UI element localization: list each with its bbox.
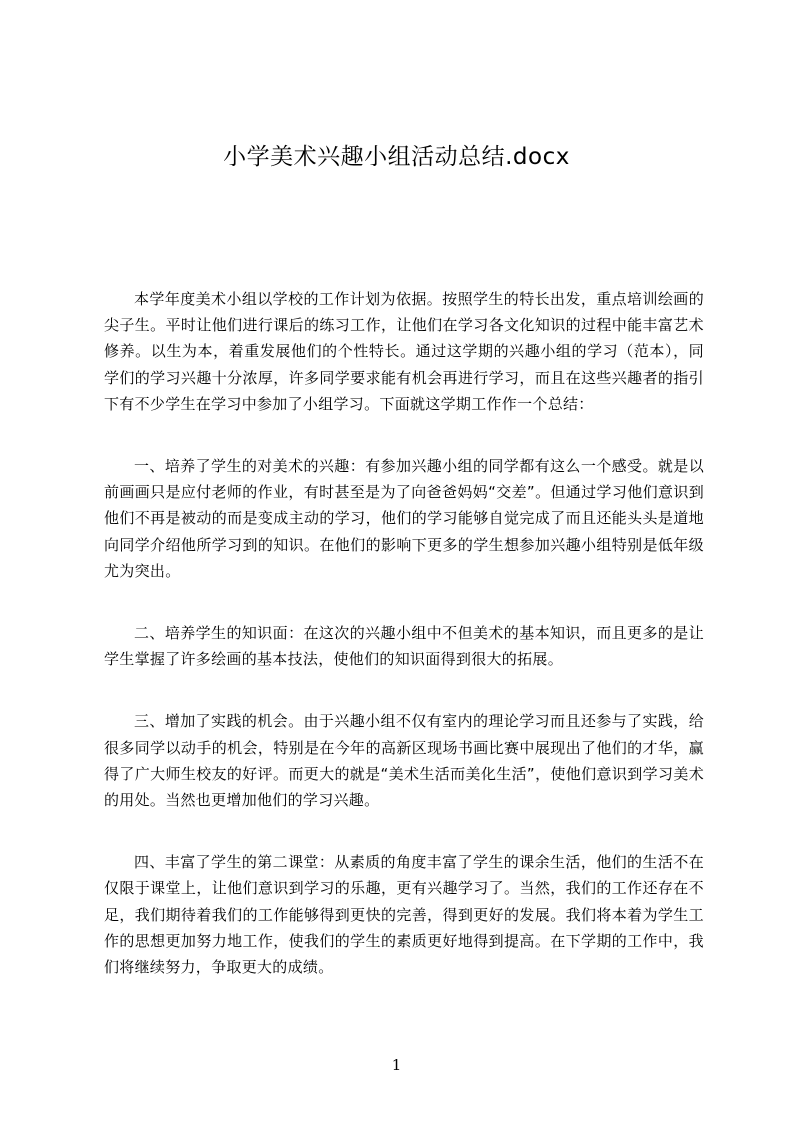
page-number: 1 bbox=[391, 1056, 402, 1074]
document-title: 小学美术兴趣小组活动总结.docx bbox=[223, 144, 570, 170]
paragraph-section-2: 二、培养学生的知识面：在这次的兴趣小组中不但美术的基本知识，而且更多的是让学生掌握了许多绘画的基本技法，使他们的知识面得到很大的拓展。 bbox=[104, 624, 704, 669]
paragraph-section-1: 一、培养了学生的对美术的兴趣：有参加兴趣小组的同学都有这么一个感受。就是以前画画只是应付老师的作业，有时甚至是为了向爸爸妈妈“交差”。但通过学习他们意识到他们不再是被动的而是变成主动的学习，他们的学习能够自觉完成了而且还能头头是道地向同学介绍他所学习到的知识。在他们的影响下更多的学生想参加兴趣小组特别是低年级尤为突出。 bbox=[104, 457, 704, 580]
paragraph-intro: 本学年度美术小组以学校的工作计划为依据。按照学生的特长出发，重点培训绘画的尖子生。平时让他们进行课后的练习工作，让他们在学习各文化知识的过程中能丰富艺术修养。以生为本，着重发展他们的个性特长。通过这学期的兴趣小组的学习（范本），同学们的学习兴趣十分浓厚，许多同学要求能有机会再进行学习，而且在这些兴趣者的指引下有不少学生在学习中参加了小组学习。下面就这学期工作作一个总结： bbox=[104, 290, 704, 413]
paragraph-section-4: 四、丰富了学生的第二课堂：从素质的角度丰富了学生的课余生活，他们的生活不在仅限于课堂上，让他们意识到学习的乐趣，更有兴趣学习了。当然，我们的工作还存在不足，我们期待着我们的工作能够得到更快的完善，得到更好的发展。我们将本着为学生工作的思想更加努力地工作，使我们的学生的素质更好地得到提高。在下学期的工作中，我们将继续努力，争取更大的成绩。 bbox=[104, 853, 704, 977]
document-body bbox=[104, 286, 704, 1016]
paragraph-section-3: 三、增加了实践的机会。由于兴趣小组不仅有室内的理论学习而且还参与了实践，给很多同学以动手的机会，特别是在今年的高新区现场书画比赛中展现出了他们的才华，赢得了广大师生校友的好评。而更大的就是“美术生活而美化生活”，使他们意识到学习美术的用处。当然也更增加他们的学习兴趣。 bbox=[104, 712, 704, 810]
